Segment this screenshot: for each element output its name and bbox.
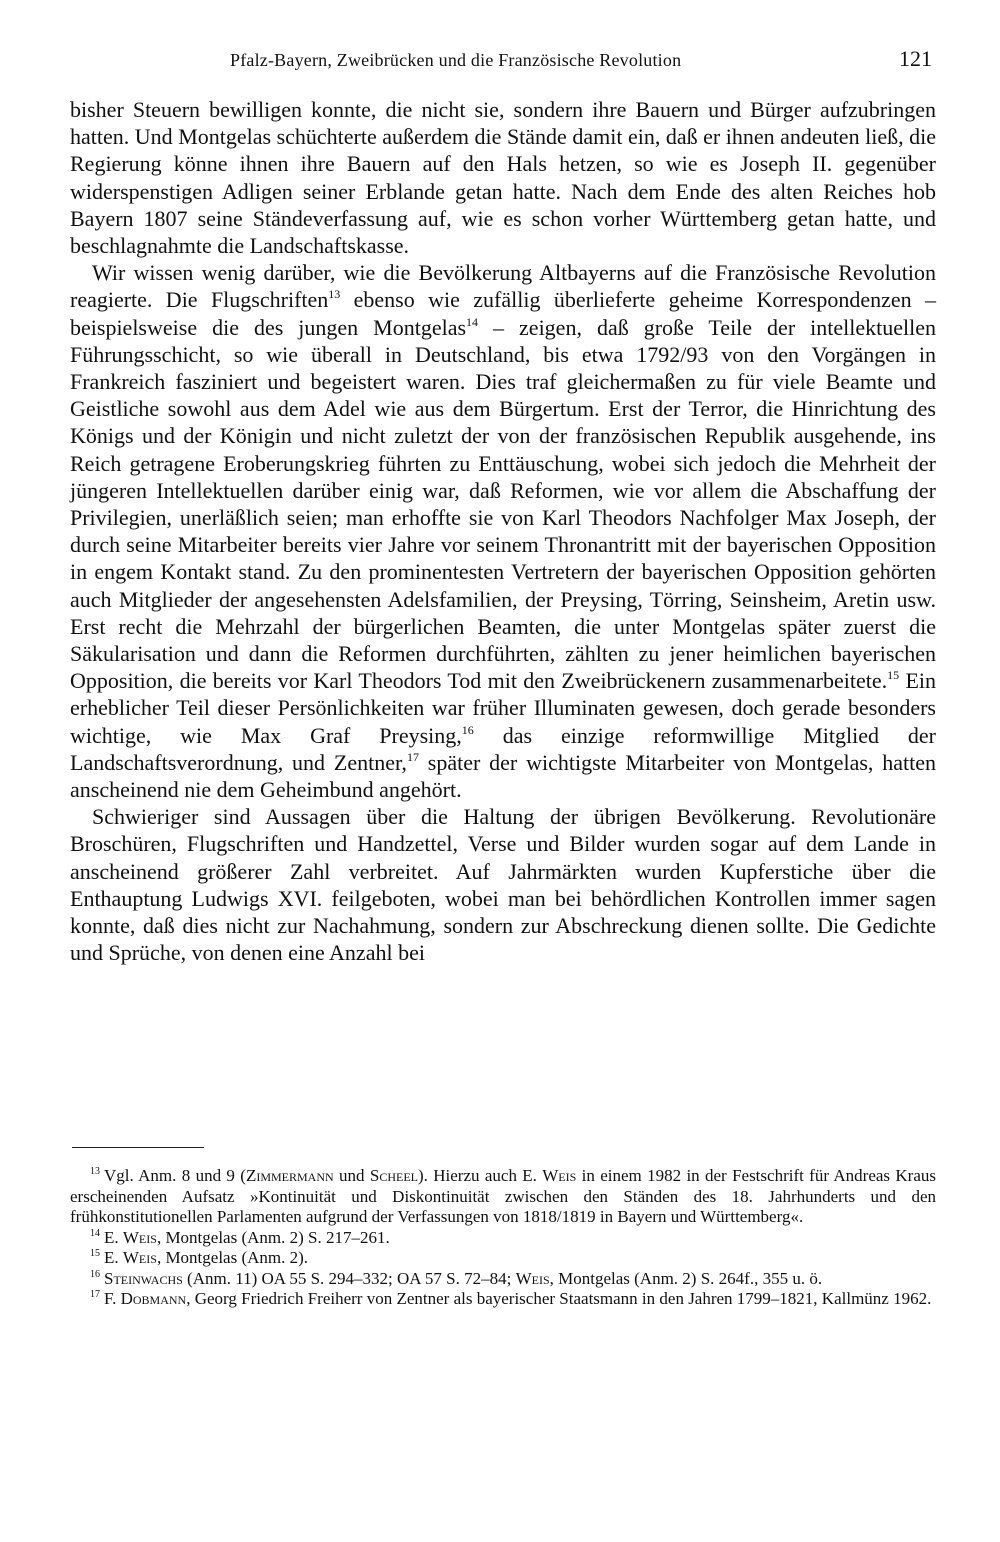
paragraph-2-text-f: später der wichtigste Mitarbeiter von Montgelas, hatten anscheinend nie dem Geheimbund angehört. xyxy=(70,749,936,803)
footnote-text: , Montgelas (Anm. 2). xyxy=(156,1248,309,1267)
footnote-text: , Montgelas (Anm. 2) S. 264f., 355 u. ö. xyxy=(549,1268,823,1288)
paragraph-2-text-c: – zeigen, daß große Teile der intellektuellen Führungsschicht, so wie überall in Deutschland, bis etwa 1792/93 von den Vorgängen in Frankreich fasziniert und begeistert waren. Dies traf gleichermaßen zu für viele Beamte und Geistliche sowohl aus dem Adel wie aus dem Bürgertum. Erst der Terror, die Hinrichtung des Königs und der Königin und nicht zuletzt der von der französischen Republik ausgehende, ins Reich getragene Eroberungskrieg führten zu Enttäuschung, wobei sich jedoch die Mehrheit der jüngeren Intellektuellen darüber einig war, daß Reformen, wie vor allem die Abschaffung der Privilegien, unerläßlich seien; man erhoffte sie von Karl Theodors Nachfolger Max Joseph, der durch seine Mitarbeiter bereits vier Jahre vor seinem Thronantritt mit der bayerischen Opposition in engem Kontakt stand. Zu den prominentesten Vertretern der bayerischen Opposition gehörten auch Mitglieder der angesehensten Adelsfamilien, der Preysing, Törring, Seinsheim, Aretin usw. Erst recht die Mehrzahl der bürgerlichen Beamten, die unter Montgelas später zuerst die Säkularisation und dann die Reformen durchführten, zählten zu jener heimlichen bayerischen Opposition, die bereits vor Karl Theodors Tod mit den Zweibrückenern zusammenarbeitete. xyxy=(70,314,936,694)
running-title: Pfalz-Bayern, Zweibrücken und die Französische Revolution xyxy=(230,50,682,70)
footnote-ref-13: 13 xyxy=(328,287,341,302)
footnote-text: ). Hierzu auch E. xyxy=(418,1166,543,1185)
footnote-17 xyxy=(70,1289,936,1310)
footnote-14 xyxy=(70,1228,936,1249)
paragraph-2 xyxy=(70,259,936,803)
author-name: Dobmann xyxy=(120,1289,187,1308)
footnote-number: 15 xyxy=(90,1248,100,1259)
footnote-ref-16: 16 xyxy=(461,722,474,737)
footnote-text: , Georg Friedrich Freiherr von Zentner als bayerischer Staatsmann in den Jahren 1799–1821, Kallmünz 1962. xyxy=(186,1289,932,1308)
footnote-ref-17: 17 xyxy=(406,749,419,764)
paragraph-3: Schwieriger sind Aussagen über die Haltung der übrigen Bevölkerung. Revolutionäre Broschüren, Flugschriften und Handzettel, Verse und Bilder wurden sogar auf dem Lande in anscheinend größerer Zahl verbreitet. Auf Jahrmärkten wurden Kupferstiche über die Enthauptung Ludwigs XVI. feilgeboten, wobei man bei behördlichen Kontrollen immer sagen konnte, daß dies nicht zur Nachahmung, sondern zur Abschreckung dienen sollte. Die Gedichte und Sprüche, von denen eine Anzahl bei xyxy=(70,804,936,966)
footnote-separator xyxy=(72,1147,204,1148)
author-name: Weis xyxy=(122,1227,157,1247)
paragraph-2-text-b: ebenso wie zufällig überlieferte geheime Korrespondenzen – beispielsweise die des jungen Montgelas xyxy=(70,287,936,340)
footnote-ref-14: 14 xyxy=(466,314,479,329)
footnote-text: E. xyxy=(104,1248,123,1267)
author-name: Weis xyxy=(515,1268,550,1288)
footnote-number: 17 xyxy=(90,1289,100,1300)
footnote-text: E. xyxy=(104,1227,123,1247)
main-text xyxy=(70,96,936,967)
footnote-13 xyxy=(70,1166,936,1228)
paragraph-2-text-e: das einzige reformwillige Mitglied der Landschaftsverordnung, und Zentner, xyxy=(70,722,937,775)
author-name: Scheel xyxy=(369,1166,418,1185)
author-name: Weis xyxy=(542,1166,577,1185)
author-name: Weis xyxy=(122,1248,157,1267)
footnote-ref-15: 15 xyxy=(887,668,900,683)
footnote-text: Vgl. Anm. 8 und 9 ( xyxy=(104,1166,246,1185)
paragraph-2-text-a: Wir wissen wenig darüber, wie die Bevölkerung Altbayerns auf die Französische Revolution reagierte. Die Flugschriften xyxy=(70,260,936,313)
running-header xyxy=(70,46,936,76)
footnote-number: 14 xyxy=(90,1227,100,1239)
footnote-number: 16 xyxy=(90,1268,100,1280)
footnotes xyxy=(70,1166,936,1310)
author-name: Zimmermann xyxy=(245,1166,334,1185)
paragraph-1: bisher Steuern bewilligen konnte, die nicht sie, sondern ihre Bauern und Bürger aufzubringen hatten. Und Montgelas schüchterte außerdem die Stände damit ein, daß er ihnen andeuten ließ, die Regierung könne ihnen ihre Bauern auf den Hals hetzen, so wie es Joseph II. gegenüber widerspenstigen Adligen seiner Erblande getan hatte. Nach dem Ende des alten Reiches hob Bayern 1807 seine Ständeverfassung auf, wie es schon vorher Württemberg getan hatte, und beschlagnahmte die Landschaftskasse. xyxy=(70,97,936,259)
footnote-16 xyxy=(70,1269,936,1290)
footnote-text: und xyxy=(333,1166,370,1185)
footnote-15 xyxy=(70,1248,936,1269)
paragraph-2-text-d: Ein erheblicher Teil dieser Persönlichkeiten war früher Illuminaten gewesen, doch gerade besonders wichtige, wie Max Graf Preysing, xyxy=(70,668,936,748)
author-name: Steinwachs xyxy=(104,1268,183,1288)
footnote-number: 13 xyxy=(90,1166,100,1177)
page-number: 121 xyxy=(899,46,932,71)
footnote-text: (Anm. 11) OA 55 S. 294–332; OA 57 S. 72–84; xyxy=(182,1268,516,1288)
footnote-text: in einem 1982 in der Festschrift für Andreas Kraus erscheinenden Aufsatz »Kontinuität und Diskontinuität zwischen den Ständen des 18. Jahrhunderts und den frühkonstitutionellen Parlamenten aufgrund der Verfassungen von 1818/1819 in Bayern und Württemberg«. xyxy=(70,1166,936,1226)
footnote-text: F. xyxy=(104,1289,121,1308)
footnote-text: , Montgelas (Anm. 2) S. 217–261. xyxy=(156,1227,390,1247)
